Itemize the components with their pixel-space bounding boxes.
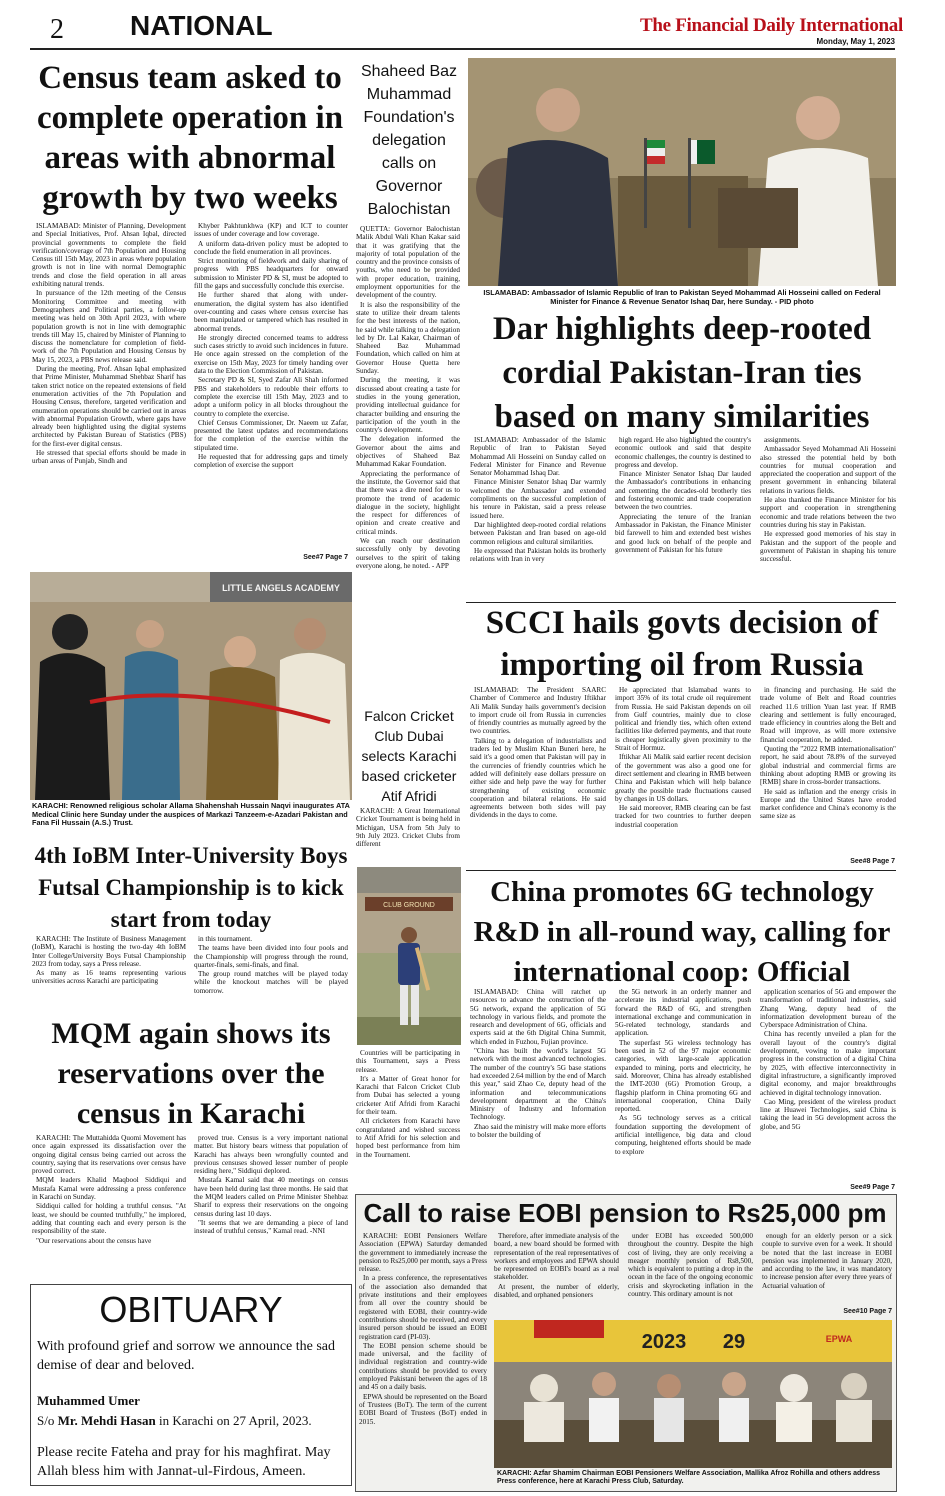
iobm-col-2: in this tournament. The teams have been divided into four pools and the Championship will progress through the round, quarter-finals, semi-finals, and final. The group round matches will be played today while the knockout matches will be played tomorrow. <box>194 935 348 995</box>
eobi-photo-caption: KARACHI: Azfar Shamim Chairman EOBI Pensioners Welfare Association, Mallika Afroz Rohilla and others address Press conference, here at Karachi Press Club, Saturday. <box>497 1470 881 1485</box>
iran-col-1: ISLAMABAD: Ambassador of the Islamic Republic of Iran to Pakistan Seyed Mohammad Ali Hosseini on Sunday called on Federal Minister for Finance and Revenue Senator Mohammad Ishaq Dar. Finance Minister Senator Ishaq Dar warmly welcomed the Ambassador and extended compliments on the successful completion of his tenure in Pakistan, said a press release issued here. Dar highlighted deep-rooted cordial relations between Pakistan and Iran based on age-old common religious and cultural similarities. He expressed that Pakistan holds its brotherly relations with Iran in very <box>470 436 606 564</box>
eobi-col-4: enough for an elderly person or a sick couple to survive even for a week. It should be noted that the last increase in EOBI pension was implemented in January 2020, and according to the law, it was mandatory to increase pension after every three years of Actuarial valuation of <box>762 1232 892 1290</box>
mqm-col-1: KARACHI: The Muttahidda Quomi Movement has once again expressed its dissatisfaction over the ongoing digital census being carried out across the country, saying that its reservations over census have proved correct. MQM leaders Khalid Maqbool Siddiqui and Mustafa Kamal were addressing a press conference in Karachi on Sunday. Siddiqui called for holding a truthful census. "At least, we should be counted truthfully," he implored, adding that counting each and every person is the responsibility of the state. "Our reservations about the census have <box>32 1134 186 1245</box>
mqm-headline: MQM again shows its reservations over the census in Karachi <box>51 1017 331 1130</box>
iran-headline: Dar highlights deep-rooted cordial Pakistan-Iran ties based on many similarities <box>492 311 872 435</box>
issue-date: Monday, May 1, 2023 <box>816 37 895 46</box>
iran-photo-caption: ISLAMABAD: Ambassador of Islamic Republic of Iran to Pakistan Seyed Mohammad Ali Hosseini called on Federal Minister for Finance & Revenue Senator Ishaq Dar, here Sunday. - PID photo <box>483 288 881 306</box>
banner-number-text: 29 <box>722 1331 746 1353</box>
press-conference-image <box>494 1320 892 1468</box>
page-number: 2 <box>50 14 64 45</box>
falcon-body-top: KARACHI: A Great International Cricket Tournament is being held in Michigan, USA from 5th July to 9th July 2023. Cricket Clubs from different <box>356 807 460 849</box>
banner-epwa-text: EPWA <box>825 1334 853 1344</box>
iran-meeting-photo <box>468 58 896 286</box>
shaheed-headline: Shaheed Baz Muhammad Foundation's delegation calls on Governor Balochistan <box>360 63 458 218</box>
obituary-prayer: Please recite Fateha and pray for his maghfirat. May Allah bless him with Jannat-ul-Firdous, Ameen. <box>37 1445 331 1479</box>
falcon-cricketer-photo <box>357 867 461 1045</box>
iran-col-3: assignments. Ambassador Seyed Mohammad Ali Hosseini also stressed the potential held by both countries for mutual cooperation and appreciated the cooperation and support of the present government in enhancing bilateral relations in various fields. He also thanked the Finance Minister for his support and cooperation in strengthening economic and trade relations between the two countries during his stay in Pakistan. He expressed good memories of his stay in Pakistan and the support of the people and government of Pakistan in shaping his tenure successful. <box>760 436 896 564</box>
iobm-headline: 4th IoBM Inter-University Boys Futsal Championship is to kick start from today <box>34 843 348 932</box>
eobi-col-1: KARACHI: EOBI Pensioners Welfare Association (EPWA) Saturday demanded the government to immediately increase the pension to Rs25,000 per month, says a Press release. In a press conference, the representatives of the association also demanded that private institutions and their employees from all over the country should be registered with EOBI, their country-wide contributions should be received, and every insured person should be issued an EOBI registration card (PI-03). The EOBI pension scheme should be made universal, and the facility of individual registration and country-wide contributions should be provided to every employed Pakistani between the ages of 18 and 45 on a daily basis. EPWA should be represented on the Board of Trustees (BoT). The term of the current EOBI Board of Trustees (BoT) ended in 2015. <box>359 1232 487 1426</box>
iobm-col-1: KARACHI: The Institute of Business Management (IoBM), Karachi is hosting the two-day 4th IoBM Inter College/University Boys Futsal Championship 2023 from today, says a Press release. As many as 16 teams representing various universities across Karachi are participating <box>32 935 186 986</box>
ata-clinic-photo <box>30 572 352 800</box>
falcon-headline: Falcon Cricket Club Dubai selects Karachi based cricketer Atif Afridi <box>361 708 457 804</box>
obituary-intro: With profound grief and sorrow we announce the sad demise of dear and beloved. <box>37 1339 336 1373</box>
scci-col-2: He appreciated that Islamabad wants to import 35% of its total crude oil requirement from Russia. He said Pakistan depends on oil from Gulf countries, mainly due to close political and friendly ties, which often extend facilities like deferred payments, and that route is cheaper logistically given proximity to the Strait of Hormuz. Iftikhar Ali Malik said earlier recent decision of the government was also a good one for direct settlement and clearing in RMB between China and Pakistan which will help balance greatly the possible trade fluctuations caused by changes in US dollars. He said moreover, RMB clearing can be fast tracked for two countries to further deepen industrial cooperation <box>615 686 751 829</box>
census-see-link[interactable]: See#7 Page 7 <box>303 554 348 561</box>
china6g-headline: China promotes 6G technology R&D in all-round way, calling for international coop: Official <box>473 876 891 988</box>
eobi-col-2: Therefore, after immediate analysis of the board, a new board should be formed with representation of the real representatives of workers and employees and EPWA should be represented on EOBI's board as a real stakeholder. At present, the number of elderly, disabled, and orphaned pensioners <box>494 1232 619 1300</box>
section-title: NATIONAL <box>130 10 273 41</box>
china6g-col-3: application scenarios of 5G and empower the transformation of traditional industries, said Zhang Wang, deputy head of the informatization development bureau of the Cyberspace Administration of China. China has recently unveiled a plan for the overall layout of the country's digital development, vowing to make important progress in the construction of a digital China by 2025, with effective interconnectivity in digital infrastructure, a significantly improved digital economy, and major breakthroughs achieved in digital technology innovation. Cao Ming, president of the wireless product line at Huawei Technologies, said China is taking the lead in 5G development across the globe, and 5G <box>760 988 896 1131</box>
banner-year-text: 2023 <box>641 1331 687 1353</box>
eobi-headline: Call to raise EOBI pension to Rs25,000 pm <box>363 1198 887 1228</box>
obituary-box <box>30 1284 352 1486</box>
ata-photo-caption: KARACHI: Renowned religious scholar Allama Shahenshah Hussain Naqvi inaugurates ATA Medical Clinic here Sunday under the auspices of Markazi Tanzeem-e-Azadari Pakistan and Fana Fil Hussain (A.S.) Trust. <box>32 801 350 827</box>
club-sign-text: CLUB GROUND <box>383 902 435 909</box>
falcon-body-bottom: Countries will be participating in this Tournament, says a Press release. It's a Matter of Great honor for Karachi that Falcon Cricket Club from Dubai has selected a young cricketer Atif Afridi from Karachi for their team. All cricketers from Karachi have congratulated and wished success to Atif Afridi for his selection and hoped best performance from him in the Tournament. <box>356 1049 460 1159</box>
census-col-1: ISLAMABAD: Minister of Planning, Development and Special Initiatives, Prof. Ahsan Iqbal, directed provincial governments to complete the field verification/coverage of 7th Population and Housing Census till 15th May, 2023 in areas where population growth is not in line with normal Demographic trends and close the field operation in all areas exhibiting natural trends. In pursuance of the 12th meeting of the Census Monitoring Committee and meeting with Demographers and Political parties, a follow-up meeting was held on 30th April 2023, with where population growth is not in line with demographic trends till May 15, chaired by Minister of Planning to discuss the nomenclature for completion of field-work of the 7th Population and Housing Census by May 15, 2023, a PBS news release said. During the meeting, Prof. Ahsan Iqbal emphasized that Prime Minister, Muhammad Shehbaz Sharif has taken strict notice on the repeated extensions of field enumeration activities of the 7th Population and Housing Census, therefore, targeted verification and enumeration operations should be carried out in areas with abnormal Population Growth, where gaps have already been highlighted using the digital systems architected by Pakistan Bureau of Statistics (PBS) for the first-ever digital census. He stressed that special efforts should be made in urban areas of Punjab, Sindh and <box>32 222 186 466</box>
obituary-relation: S/o Mr. Mehdi Hasan in Karachi on 27 April, 2023. <box>37 1413 312 1428</box>
china6g-col-2: the 5G network in an orderly manner and accelerate its industrial applications, push forward the R&D of 6G, and strengthen international exchange and communication in 5G-related technology, standards and application. The superfast 5G wireless technology has been used in 52 of the 97 major economic categories, with large-scale application expanded to mining, ports and electricity, he said. Moreover, China has already established the IMT-2030 (6G) Promotion Group, a flagship platform in China promoting 6G and international cooperation, China Daily reported. As 5G technology serves as a critical foundation supporting the development of artificial intelligence, big data and cloud computing, heightened efforts should be made to explore <box>615 988 751 1156</box>
eobi-col-3: under EOBI has exceeded 500,000 throughout the country. Despite the high cost of living, they are only receiving a meager monthly pension of Rs8,500, which is equivalent to putting a drop in the ocean in the face of the ongoing economic crisis and skyrocketing inflation in the country. This ordinary amount is not <box>628 1232 753 1299</box>
mqm-col-2: proved true. Census is a very important national matter. But history bears witness that population of Karachi has always been wrongfully counted and previous censuses showed lesser number of people residing here," Siddiqui deplored. Mustafa Kamal said that 40 meetings on census have been held during last three months. He said that the MQM leaders called on Prime Minister Shehbaz Sharif to express their reservations on the ongoing census during last 10 days. "It seems that we are demanding a piece of land instead of truthful census," Kamal read. -NNI <box>194 1134 348 1236</box>
china6g-col-1: ISLAMABAD: China will ratchet up resources to advance the construction of the 5G network, expand the application of 5G technology in various fields, and promote the research and development of 6G, officials and experts said at the 6th Digital China Summit, which ended in Fuzhou, Fujian province. "China has built the world's largest 5G network with the most advanced technologies. The number of the country's 5G base stations had exceeded 2.64 million by the end of March this year," said Zhao Ce, deputy head of the information and telecommunications development department at the China's Ministry of Industry and Information Technology. Zhao said the ministry will make more efforts to bolster the building of <box>470 988 606 1140</box>
eobi-see-link[interactable]: See#10 Page 7 <box>843 1308 892 1315</box>
obituary-title: OBITUARY <box>99 1289 283 1330</box>
census-col-2: Khyber Pakhtunkhwa (KP) and ICT to counter issues of under coverage and low coverage. A uniform data-driven policy must be adopted to conclude the field enumeration in all provinces. Strict monitoring of fieldwork and daily sharing of progress with PBS headquarters for onward submission to Minister PD & SI, must be adopted to fill the gaps and successfully conclude this exercise. He further shared that along with under-enumeration, the digital system has also identified over-counting and cases where census exercise has been manipulated or tampered which has resulted in abnormal trends. He strongly directed concerned teams to address such cases strictly to avoid such incidences in future. He once again stressed on the completion of the exercise on 15th May, 2023 for timely handing over data to the Election Commission of Pakistan. Secretary PD & SI, Syed Zafar Ali Shah informed PBS and stakeholders to redouble their efforts to complete the exercise till 15th May, 2023 and to adopt a uniform policy in all blocks throughout the country to complete the exercise. Chief Census Commissioner, Dr. Naeem uz Zafar, presented the latest updates and recommendations for the completion of the exercise within the stipulated time. He requested that for addressing gaps and timely completion of exercise the support <box>194 222 348 470</box>
iran-col-2: high regard. He also highlighted the country's economic outlook and said that despite economic challenges, the country is destined to progress and develop. Finance Minister Senator Ishaq Dar lauded the Ambassador's contributions in enhancing and cementing the decades-old brotherly ties and fostering economic and trade cooperation between the two countries. Appreciating the tenure of the Iranian Ambassador in Pakistan, the Finance Minister bid farewell to him and extended best wishes and good luck on behalf of the people and government of Pakistan for his future <box>615 436 751 554</box>
eobi-press-photo <box>494 1320 892 1468</box>
scci-col-3: in financing and purchasing. He said the trade volume of Belt and Road countries reached 11.6 trillion Yuan last year. If RMB clearing and settlement is fully encouraged, trade efficiency in countries along the Belt and Road will improve, as will more extensive financial cooperation, he added. Quoting the "2022 RMB internationalisation" report, he said about 78.8% of the surveyed global industrial and commercial firms are thinking about adopting RMB or growing its [RMB] share in cross-border transactions. He said as inflation and the energy crisis in Europe and the United States have eroded market confidence and China's economy is the same size as <box>760 686 896 821</box>
masthead: The Financial Daily International <box>640 15 903 36</box>
meeting-image <box>468 58 896 286</box>
census-headline: Census team asked to complete operation in areas with abnormal growth by two weeks <box>36 60 344 216</box>
cricketer-image <box>357 867 461 1045</box>
obituary-name: Muhammed Umer <box>37 1393 140 1408</box>
scci-headline: SCCI hails govts decision of importing oil from Russia <box>485 605 879 683</box>
header-rule <box>30 48 895 50</box>
shaheed-body: QUETTA: Governor Balochistan Malik Abdul Wali Khan Kakar said that it was gratifying that the majority of total population of the country and the province consists of youths, who need to be provided with proper education, training, employment opportunities for the development of the country. It is also the responsibility of the state to utilize their dream talents for the best interests of the nation, he said while talking to a delegation led by Dr. Lal Kakar, Chairman of Shaheed Baz Muhammad Foundation, which called on him at Governor House Quetta here Sunday. During the meeting, it was discussed about creating a taste for studies in the young generation, providing intellectual guidance for character building and ensuring the participation of the youth in the country's development. The delegation informed the Governor about the aims and objectives of Shaheed Baz Muhammad Kakar Foundation. Appreciating the performance of the institute, the Governor said that that there was a dire need for us to promote the trend of academic dialogue in the society, highlight the respect for differences of opinion and create creative and critical minds. We can reach our destination successfully only by devoting ourselves to the spirit of taking everyone along, he noted. - APP <box>356 225 460 570</box>
china-rule <box>466 870 896 871</box>
scci-see-link[interactable]: See#8 Page 7 <box>850 858 895 865</box>
scci-col-1: ISLAMABAD: The President SAARC Chamber of Commerce and Industry Iftikhar Ali Malik Sunday hails government's decision to import crude oil from Russia in currencies of friendly countries as mutually agreed by the two countries. Talking to a delegation of industrialists and traders led by Muslim Khan Buneri here, he said it's a good omen that Pakistan will pay in the currencies of friendly countries which he added will definitely ease dollars pressure on either side and help pave the way for further strengthening of existing economic cooperation and bilateral relations. He said agreements between both sides will pay dividends in the days to come. <box>470 686 606 820</box>
clinic-image <box>30 572 352 800</box>
china6g-see-link[interactable]: See#9 Page 7 <box>850 1184 895 1191</box>
academy-sign-text: LITTLE ANGELS ACADEMY <box>222 583 340 593</box>
